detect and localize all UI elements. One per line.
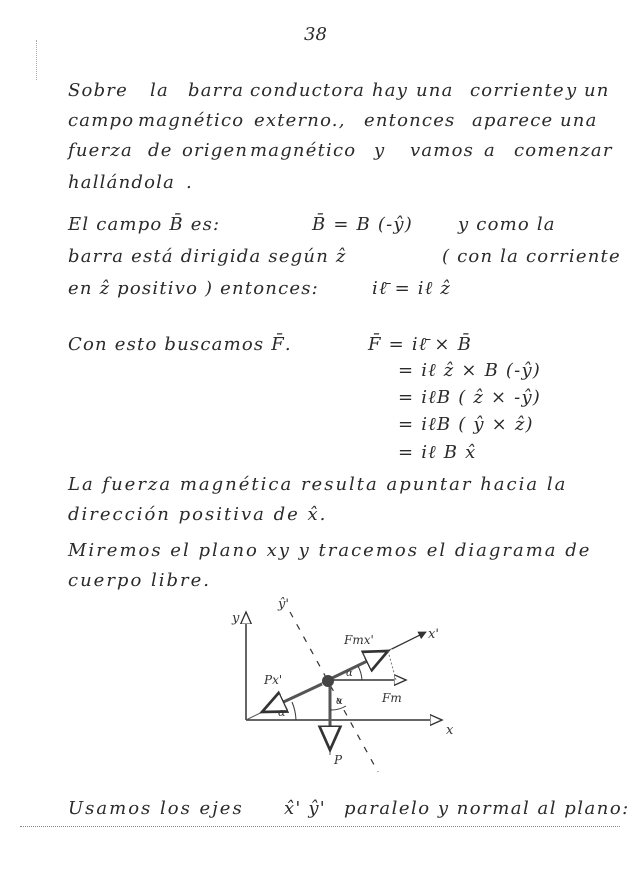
y-prime-label: ŷ' xyxy=(278,597,289,612)
word: origen xyxy=(182,140,249,161)
word: aparece xyxy=(472,110,554,131)
result-line: dirección positiva de x̂. xyxy=(68,504,328,525)
p-label: P xyxy=(334,753,343,767)
word: hallándola xyxy=(68,172,176,193)
current-length-equation: iℓ̄ = iℓ ẑ xyxy=(372,278,452,299)
word: a xyxy=(484,140,496,161)
word: corriente xyxy=(470,80,565,101)
fm-projection xyxy=(388,651,396,680)
force-lead-text: Con esto buscamos F̄. xyxy=(68,334,292,355)
page-number: 38 xyxy=(304,24,327,45)
word: una xyxy=(416,80,454,101)
field-continuation: y como la xyxy=(458,214,556,235)
axes-sentence-right: paralelo y normal al plano: xyxy=(344,798,630,819)
result-line: Miremos el plano xy y tracemos el diagrama de xyxy=(68,540,592,561)
fm-label: Fm xyxy=(382,691,402,705)
word: campo xyxy=(68,110,135,131)
y-axis-label: y xyxy=(232,611,240,626)
angle-arc-fm xyxy=(358,666,362,680)
x-axis-label: x xyxy=(446,723,454,738)
alpha-label-fm: α xyxy=(346,668,353,679)
force-eq-line: = iℓ ẑ × B (-ŷ) xyxy=(398,360,542,381)
fmx-label: Fmx' xyxy=(344,633,374,647)
word: hay xyxy=(372,80,409,101)
force-eq-line: = iℓB ( ẑ × -ŷ) xyxy=(398,387,542,408)
word: externo., xyxy=(254,110,346,131)
angle-arc-base xyxy=(292,702,296,720)
alpha-label-base: α xyxy=(278,706,286,719)
word: una xyxy=(560,110,598,131)
field-equation: B̄ = B (-ŷ) xyxy=(312,214,413,235)
word: entonces xyxy=(364,110,456,131)
page-bottom-rule xyxy=(20,826,620,827)
px-vector xyxy=(262,684,322,712)
word: barra xyxy=(188,80,245,101)
axes-symbols: x̂' ŷ' xyxy=(284,798,326,819)
x-prime-axis-arrow xyxy=(392,632,426,649)
word: magnético xyxy=(138,110,245,131)
result-line: cuerpo libre. xyxy=(68,570,212,591)
word: . xyxy=(186,172,193,193)
force-eq-line: = iℓB ( ŷ × ẑ) xyxy=(398,414,534,435)
alpha-label-p: α xyxy=(336,696,343,707)
word: un xyxy=(584,80,610,101)
px-label: Px' xyxy=(264,673,283,687)
word: de xyxy=(148,140,173,161)
word: magnético xyxy=(250,140,357,161)
word: Sobre xyxy=(68,80,128,101)
force-eq-line: = iℓ B x̂ xyxy=(398,442,477,463)
positive-z-text: en ẑ positivo ) entonces: xyxy=(68,278,319,299)
result-line: La fuerza magnética resulta apuntar hacia la xyxy=(68,474,568,495)
force-eq-line: F̄ = iℓ̄ × B̄ xyxy=(368,334,473,355)
word: y xyxy=(374,140,386,161)
word: comenzar xyxy=(514,140,613,161)
bar-cross-section xyxy=(322,675,334,687)
fmx-vector xyxy=(328,651,388,680)
word: vamos xyxy=(410,140,475,161)
word: la xyxy=(150,80,169,101)
word: y xyxy=(566,80,578,101)
field-intro-text: El campo B̄ es: xyxy=(68,214,221,235)
current-note: ( con la corriente xyxy=(442,246,621,267)
bar-direction-text: barra está dirigida según ẑ xyxy=(68,246,347,267)
word: fuerza xyxy=(68,140,133,161)
axes-sentence-left: Usamos los ejes xyxy=(68,798,244,819)
word: conductora xyxy=(250,80,366,101)
x-prime-label: x' xyxy=(428,627,439,642)
